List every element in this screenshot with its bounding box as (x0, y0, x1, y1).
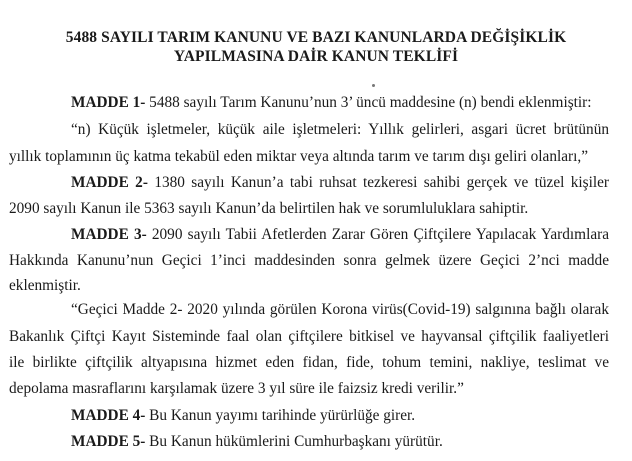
madde-3-quote-line-1: “Geçici Madde 2- 2020 yılında görülen Korona virüs(Covid-19) salgınına bağlı olarak (71, 301, 609, 318)
madde-2-label: MADDE 2- (71, 174, 148, 191)
document-title-line-1: 5488 SAYILI TARIM KANUNU VE BAZI KANUNLARDA DEĞİŞİKLİK (65, 29, 567, 46)
madde-3-first-line (71, 226, 609, 244)
madde-3-text: 2090 sayılı Tabii Afetlerden Zarar Gören Çiftçilere Yapılacak Yardımlara (146, 226, 609, 243)
madde-4-line (71, 407, 415, 425)
madde-1-line-2: “n) Küçük işletmeler, küçük aile işletmeleri: Yıllık gelirleri, asgari ücret brütünün (71, 121, 609, 138)
madde-4-label: MADDE 4- (71, 407, 146, 424)
madde-3-label: MADDE 3- (71, 226, 147, 243)
madde-1-label: MADDE 1- (71, 94, 146, 111)
madde-3-line-3: eklenmiştir. (9, 277, 81, 294)
madde-5-label: MADDE 5- (71, 433, 146, 450)
madde-2-first-line (71, 174, 609, 192)
madde-5-line (71, 433, 443, 451)
madde-2-line-2: 2090 sayılı Kanun ile 5363 sayılı Kanun’da belirtilen hak ve sorumluluklara sahiptir. (9, 200, 529, 217)
document-title-line-2: YAPILMASINA DAİR KANUN TEKLİFİ (173, 48, 459, 65)
madde-1-first-line (71, 94, 592, 112)
madde-5-text: Bu Kanun hükümlerini Cumhurbaşkanı yürütür. (145, 433, 443, 450)
madde-3-quote-line-3: ile birlikte çiftçilik altyapısına hizmet eden fidan, fide, tohum temini, nakliye, teslimat ve (9, 354, 609, 371)
madde-3-line-2: Hakkında Kanunu’nun Geçici 1’inci maddesinden sonra gelmek üzere Geçici 2’nci madde (9, 252, 609, 269)
madde-3-quote-line-2: Bakanlık Çiftçi Kayıt Sisteminde faal olan çiftçilere bitkisel ve hayvansal çiftçilik faaliyetleri (9, 328, 609, 345)
madde-4-text: Bu Kanun yayımı tarihinde yürürlüğe girer. (145, 407, 416, 424)
madde-1-text: 5488 sayılı Tarım Kanunu’nun 3’ üncü maddesine (n) bendi eklenmiştir: (145, 94, 592, 111)
scan-speck (372, 84, 375, 87)
madde-1-line-3: yıllık toplamının üç katma tekabül eden miktar veya altında tarım ve tarım dışı geliri olanları,” (9, 148, 588, 165)
madde-3-quote-line-4: depolama masraflarını karşılamak üzere 3 yıl süre ile faizsiz kredi verilir.” (9, 380, 464, 397)
madde-2-text: 1380 sayılı Kanun’a tabi ruhsat tezkeresi sahibi gerçek ve tüzel kişiler (147, 174, 609, 191)
